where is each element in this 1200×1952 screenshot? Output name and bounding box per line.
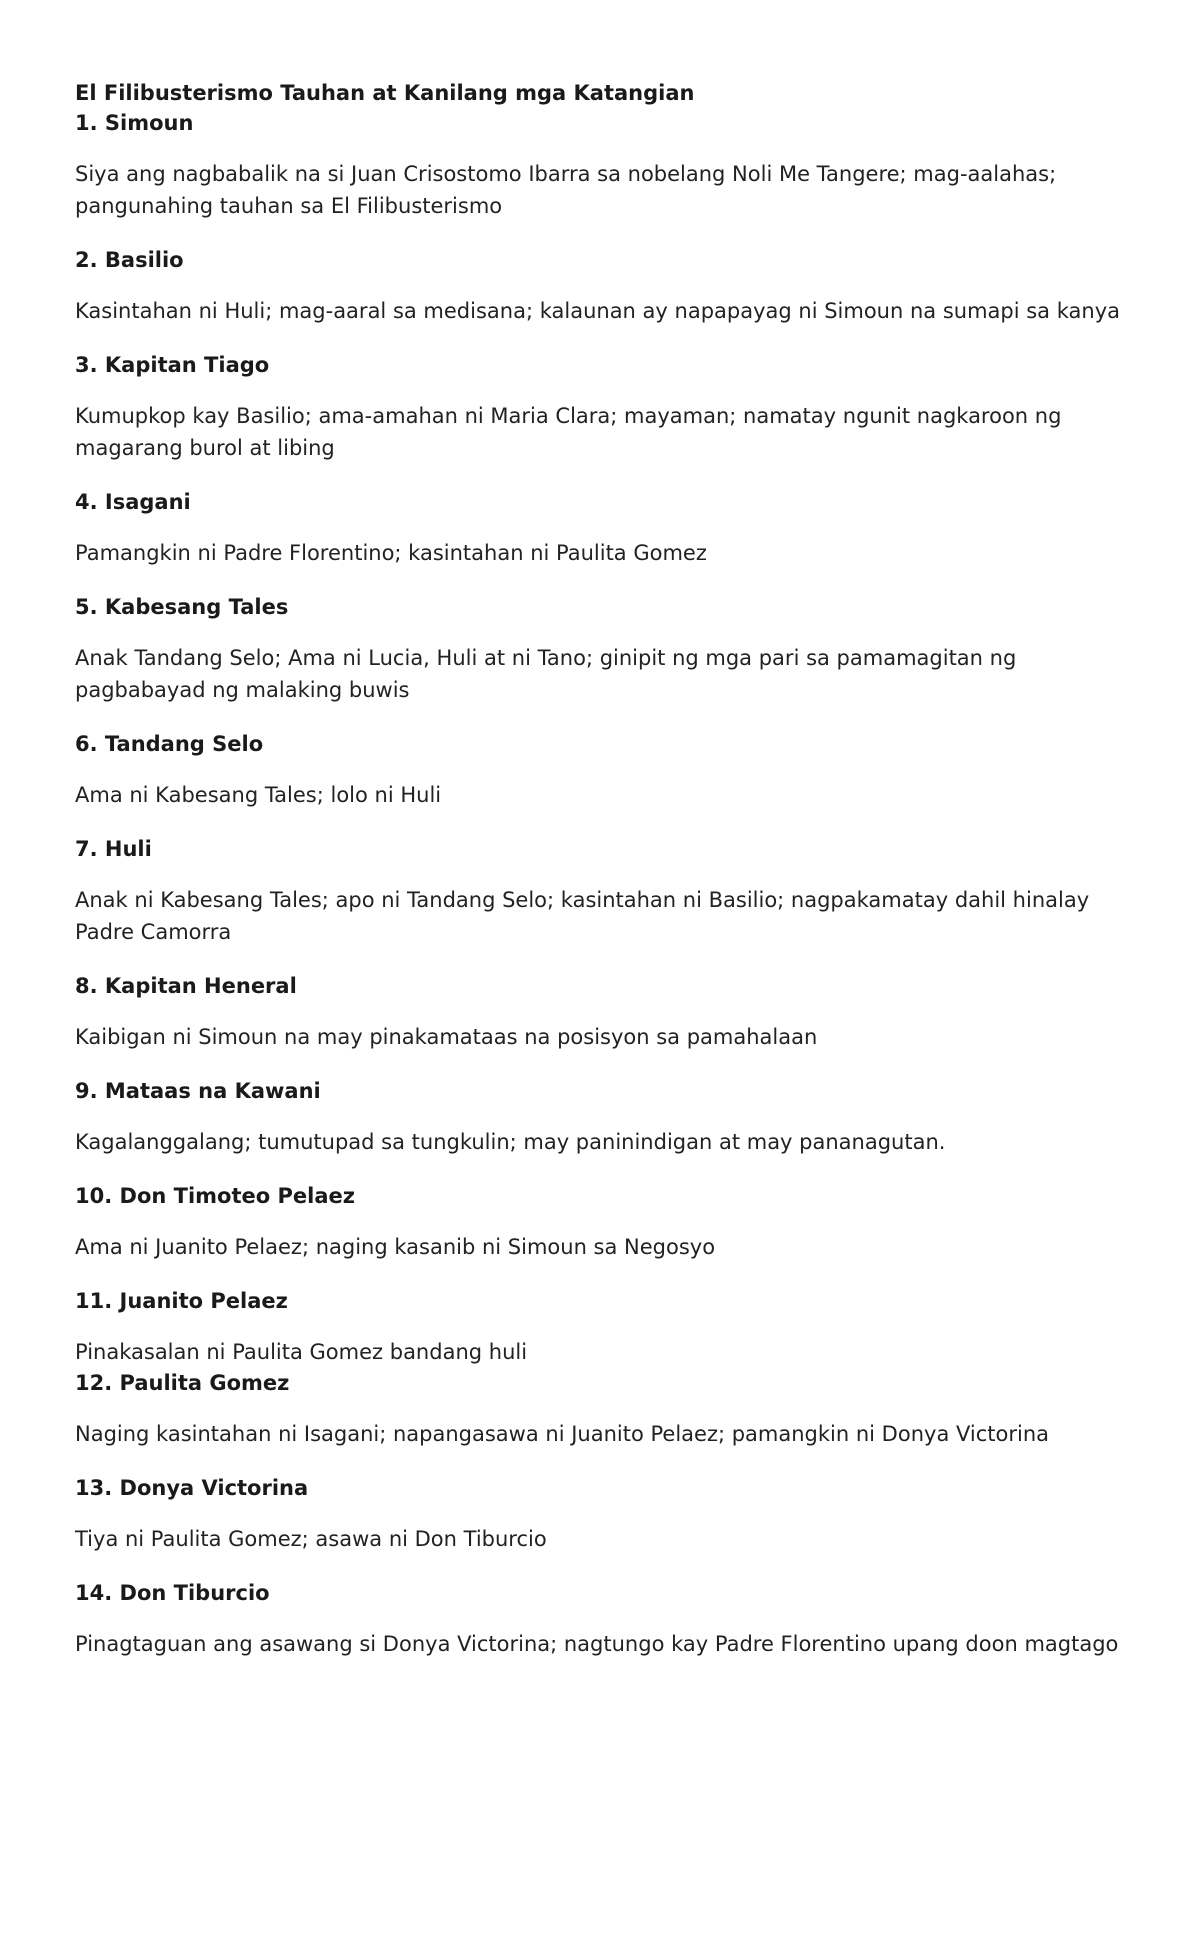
- character-name: 12. Paulita Gomez: [75, 1371, 290, 1395]
- character-description: Kasintahan ni Huli; mag-aaral sa medisana; kalaunan ay napapayag ni Simoun na sumapi sa kanya: [75, 299, 1120, 323]
- character-description: Kagalanggalang; tumutupad sa tungkulin; may paninindigan at may pananagutan.: [75, 1130, 946, 1154]
- character-description: Naging kasintahan ni Isagani; napangasawa ni Juanito Pelaez; pamangkin ni Donya Victorina: [75, 1422, 1049, 1446]
- character-entry: [75, 108, 1135, 222]
- character-name: 3. Kapitan Tiago: [75, 353, 270, 377]
- character-name: 7. Huli: [75, 837, 152, 861]
- character-entry: [75, 487, 1135, 569]
- character-description: Pinagtaguan ang asawang si Donya Victorina; nagtungo kay Padre Florentino upang doon magtago: [75, 1632, 1119, 1656]
- character-entry: [75, 1368, 1135, 1450]
- character-name: 14. Don Tiburcio: [75, 1581, 270, 1605]
- character-entry: [75, 1076, 1135, 1158]
- character-entry: [75, 834, 1135, 948]
- character-entry: [75, 1578, 1135, 1660]
- character-entry: [75, 350, 1135, 464]
- character-description: Tiya ni Paulita Gomez; asawa ni Don Tiburcio: [75, 1527, 547, 1551]
- character-name: 4. Isagani: [75, 490, 191, 514]
- character-description: Ama ni Kabesang Tales; lolo ni Huli: [75, 783, 442, 807]
- character-entry: [75, 1473, 1135, 1555]
- character-entry: [75, 729, 1135, 811]
- character-name: 5. Kabesang Tales: [75, 595, 289, 619]
- character-entry: [75, 592, 1135, 706]
- character-name: 1. Simoun: [75, 111, 194, 135]
- character-entry: [75, 971, 1135, 1053]
- character-description: Kaibigan ni Simoun na may pinakamataas na posisyon sa pamahalaan: [75, 1025, 818, 1049]
- character-description: Siya ang nagbabalik na si Juan Crisostomo Ibarra sa nobelang Noli Me Tangere; mag-aalahas; pangunahing tauhan sa El Filibusterismo: [75, 162, 1057, 218]
- document-page: [75, 78, 1135, 1683]
- character-description: Ama ni Juanito Pelaez; naging kasanib ni Simoun sa Negosyo: [75, 1235, 716, 1259]
- character-description: Kumupkop kay Basilio; ama-amahan ni Maria Clara; mayaman; namatay ngunit nagkaroon ng magarang burol at libing: [75, 404, 1062, 460]
- character-name: 10. Don Timoteo Pelaez: [75, 1184, 355, 1208]
- character-name: 9. Mataas na Kawani: [75, 1079, 321, 1103]
- character-entry: [75, 1181, 1135, 1263]
- character-name: 8. Kapitan Heneral: [75, 974, 297, 998]
- character-description: Anak Tandang Selo; Ama ni Lucia, Huli at ni Tano; ginipit ng mga pari sa pamamagitan ng pagbabayad ng malaking buwis: [75, 646, 1017, 702]
- character-entry: [75, 1286, 1135, 1368]
- character-name: 13. Donya Victorina: [75, 1476, 309, 1500]
- character-name: 6. Tandang Selo: [75, 732, 264, 756]
- document-title: El Filibusterismo Tauhan at Kanilang mga Katangian: [75, 81, 695, 105]
- character-name: 2. Basilio: [75, 248, 184, 272]
- character-name: 11. Juanito Pelaez: [75, 1289, 288, 1313]
- character-description: Anak ni Kabesang Tales; apo ni Tandang Selo; kasintahan ni Basilio; nagpakamatay dahil hinalay Padre Camorra: [75, 888, 1090, 944]
- character-entry: [75, 245, 1135, 327]
- character-description: Pamangkin ni Padre Florentino; kasintahan ni Paulita Gomez: [75, 541, 707, 565]
- character-description: Pinakasalan ni Paulita Gomez bandang huli: [75, 1340, 528, 1364]
